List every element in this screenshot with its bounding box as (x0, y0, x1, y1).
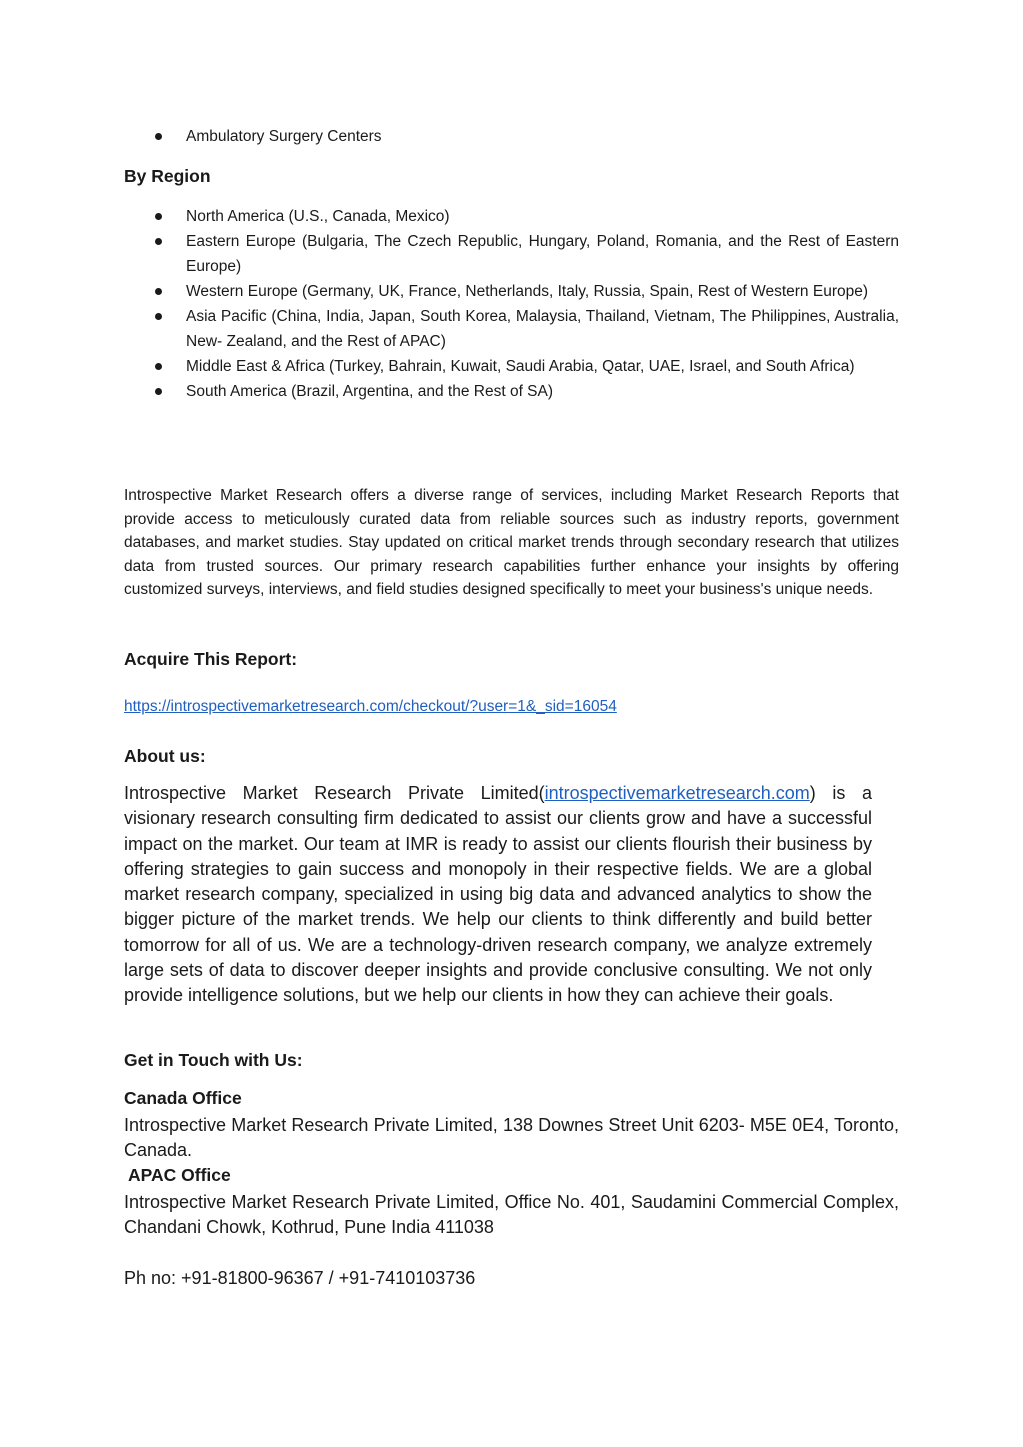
region-list (124, 204, 899, 404)
bullet-icon (155, 363, 162, 370)
list-item: Western Europe (Germany, UK, France, Netherlands, Italy, Russia, Spain, Rest of Western Europe) (124, 279, 899, 304)
bullet-icon (155, 213, 162, 220)
canada-office-address: Introspective Market Research Private Limited, 138 Downes Street Unit 6203- M5E 0E4, Toronto, Canada. (124, 1115, 899, 1161)
phone-number: Ph no: +91-81800-96367 / +91-7410103736 (124, 1268, 476, 1288)
website-link[interactable]: introspectivemarketresearch.com (544, 783, 810, 803)
bullet-icon (155, 288, 162, 295)
bullet-icon (155, 313, 162, 320)
about-paragraph: Introspective Market Research Private Limited(introspectivemarketresearch.com) is a visionary research consulting firm dedicated to assist our clients grow and have a successful impact on the market. Our team at IMR is ready to assist our clients flourish their business by offering strategies to gain success and monopoly in their respective fields. We are a global market research company, specialized in using big data and advanced analytics to show the bigger picture of the market trends. We help our clients to think differently and build better tomorrow for all of us. We are a technology-driven research company, we analyze extremely large sets of data to discover deeper insights and provide conclusive consulting. We not only provide intelligence solutions, but we help our clients in how they can achieve their goals. (124, 783, 872, 1006)
list-item: Middle East & Africa (Turkey, Bahrain, Kuwait, Saudi Arabia, Qatar, UAE, Israel, and South Africa) (124, 354, 899, 379)
bullet-icon (155, 238, 162, 245)
list-item: Asia Pacific (China, India, Japan, South Korea, Malaysia, Thailand, Vietnam, The Philippines, Australia, New- Zealand, and the Rest of APAC) (124, 304, 899, 354)
contact-heading: Get in Touch with Us: (124, 1050, 303, 1070)
list-item: Eastern Europe (Bulgaria, The Czech Republic, Hungary, Poland, Romania, and the Rest of Eastern Europe) (124, 229, 899, 279)
bullet-icon (155, 133, 162, 140)
region-heading: By Region (124, 166, 211, 186)
acquire-link-line (124, 695, 899, 719)
checkout-link[interactable]: https://introspectivemarketresearch.com/checkout/?user=1&_sid=16054 (124, 698, 617, 715)
list-item: South America (Brazil, Argentina, and the Rest of SA) (124, 379, 899, 404)
list-item: North America (U.S., Canada, Mexico) (124, 204, 899, 229)
bullet-icon (155, 388, 162, 395)
apac-office-heading: APAC Office (128, 1165, 231, 1185)
list-item: Ambulatory Surgery Centers (124, 124, 899, 149)
end-user-list (124, 124, 899, 149)
canada-office-heading: Canada Office (124, 1088, 242, 1108)
acquire-heading: Acquire This Report: (124, 649, 298, 669)
about-heading: About us: (124, 746, 206, 766)
apac-office-address: Introspective Market Research Private Limited, Office No. 401, Saudamini Commercial Complex, Chandani Chowk, Kothrud, Pune India 411038 (124, 1192, 899, 1238)
services-paragraph: Introspective Market Research offers a diverse range of services, including Market Research Reports that provide access to meticulously curated data from reliable sources such as industry reports, government databases, and market studies. Stay updated on critical market trends through secondary research that utilizes data from trusted sources. Our primary research capabilities further enhance your insights by offering customized surveys, interviews, and field studies designed specifically to meet your business's unique needs. (124, 487, 899, 598)
